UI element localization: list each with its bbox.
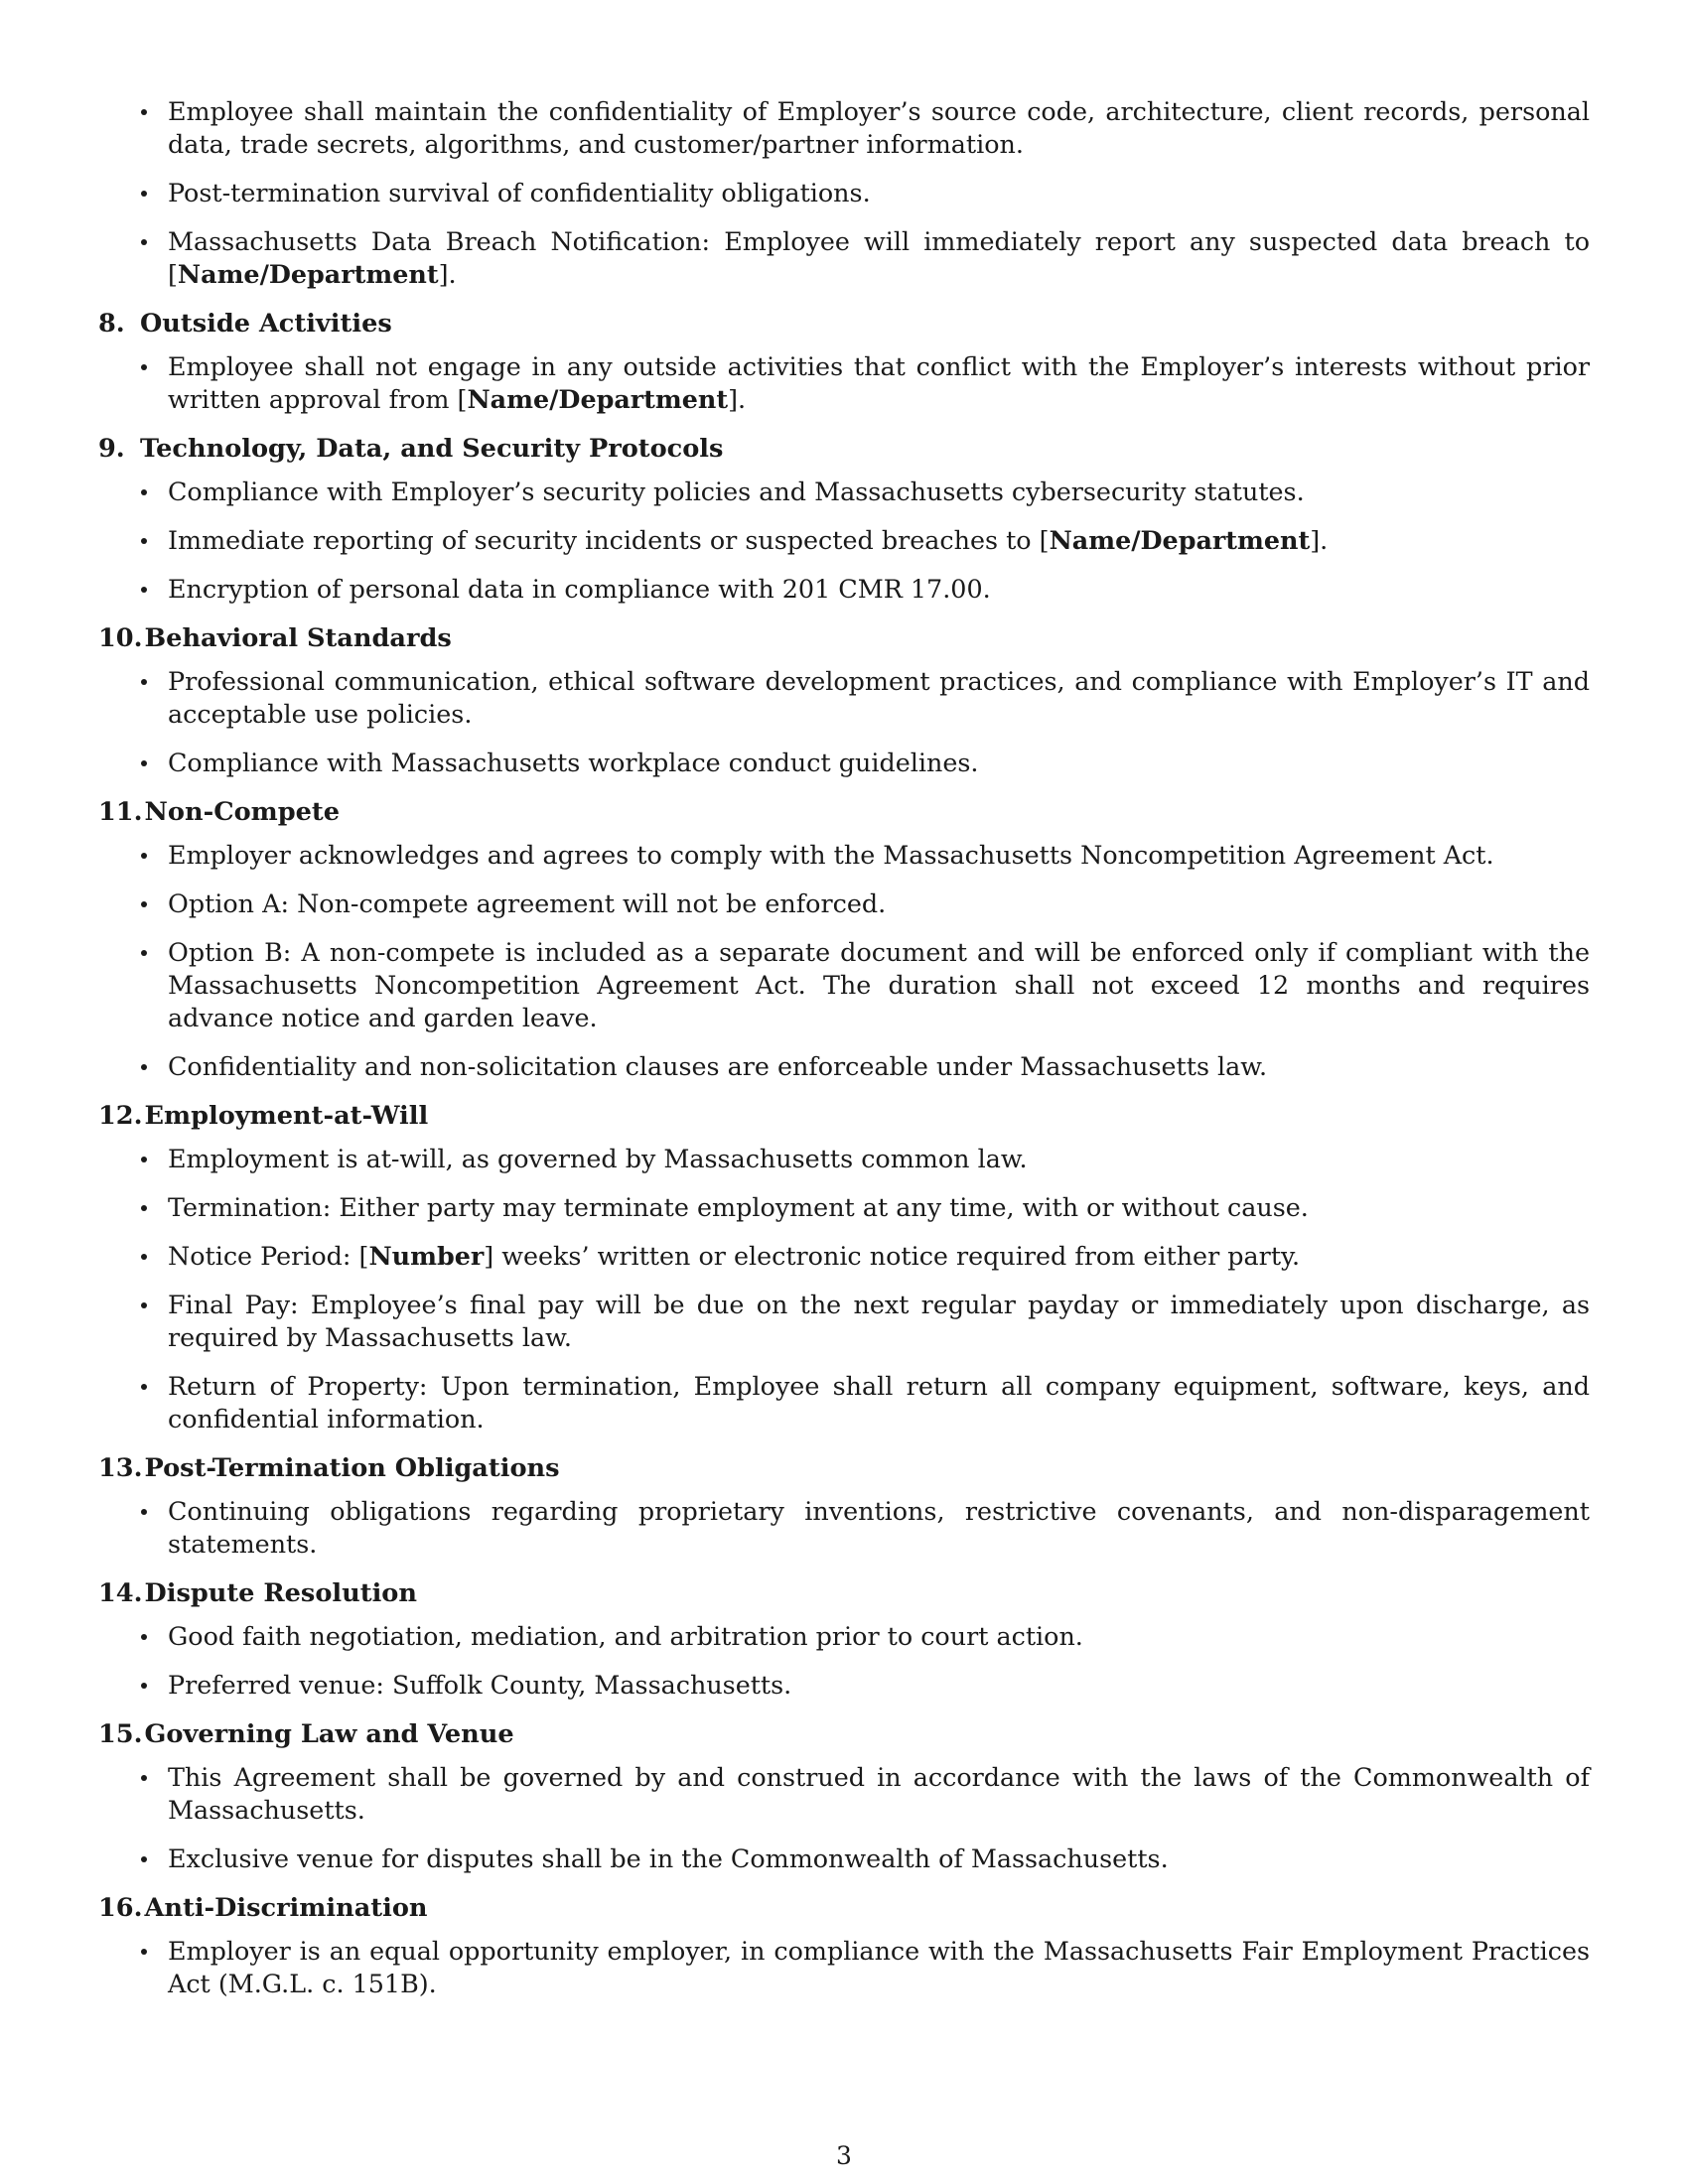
bullet-text: ]. bbox=[438, 259, 457, 289]
section bbox=[98, 1099, 1590, 1435]
section bbox=[98, 621, 1590, 779]
bullet-text: Massachusetts Data Breach Notification: Employee will immediately report any suspected data breach to [ bbox=[168, 226, 1590, 289]
bullet-text: Preferred venue: Suffolk County, Massachusetts. bbox=[168, 1670, 792, 1700]
bullet-text: Employment is at-will, as governed by Massachusetts common law. bbox=[168, 1144, 1028, 1173]
bullet-dot-icon bbox=[141, 1205, 147, 1211]
placeholder-field: Number bbox=[368, 1241, 485, 1271]
section-heading bbox=[98, 432, 1590, 466]
bullet-dot-icon bbox=[141, 1775, 147, 1781]
section-heading bbox=[98, 1891, 1590, 1925]
bullet-item bbox=[98, 1495, 1590, 1561]
section-heading bbox=[98, 795, 1590, 829]
section bbox=[98, 1576, 1590, 1702]
document-body bbox=[98, 95, 1590, 2016]
bullet-dot-icon bbox=[141, 1634, 147, 1640]
section bbox=[98, 1451, 1590, 1561]
bullet-item bbox=[98, 524, 1590, 557]
bullet-dot-icon bbox=[141, 587, 147, 593]
section-number: 12. bbox=[98, 1101, 143, 1131]
section-number: 14. bbox=[98, 1578, 143, 1608]
bullet-item bbox=[98, 747, 1590, 779]
bullet-item bbox=[98, 839, 1590, 872]
section-heading bbox=[98, 1717, 1590, 1751]
bullet-text: Option B: A non-compete is included as a separate document and will be enforced only if compliant with the Massachusetts Noncompetition Agreement Act. The duration shall not exceed 12 months and requires advance notice and garden leave. bbox=[168, 937, 1590, 1032]
bullet-list bbox=[98, 1495, 1590, 1561]
bullet-item bbox=[98, 1843, 1590, 1875]
section-title: Dispute Resolution bbox=[144, 1578, 417, 1608]
section-title: Behavioral Standards bbox=[144, 623, 452, 653]
bullet-item bbox=[98, 177, 1590, 209]
section-heading bbox=[98, 307, 1590, 341]
section-number: 9. bbox=[98, 434, 125, 464]
bullet-dot-icon bbox=[141, 538, 147, 544]
bullet-item bbox=[98, 225, 1590, 291]
bullet-list bbox=[98, 1620, 1590, 1702]
bullet-dot-icon bbox=[141, 679, 147, 685]
bullet-list bbox=[98, 1143, 1590, 1435]
bullet-text: ]. bbox=[1310, 525, 1329, 555]
bullet-list bbox=[98, 350, 1590, 416]
bullet-text: Employer is an equal opportunity employer, in compliance with the Massachusetts Fair Employment Practices Act (M.G.L. c. 151B). bbox=[168, 1936, 1590, 1998]
bullet-text: Encryption of personal data in compliance with 201 CMR 17.00. bbox=[168, 574, 991, 604]
bullet-text: Professional communication, ethical software development practices, and compliance with Employer’s IT and acceptable use policies. bbox=[168, 666, 1590, 729]
bullet-item bbox=[98, 1935, 1590, 2000]
section-heading bbox=[98, 1099, 1590, 1133]
bullet-item bbox=[98, 1669, 1590, 1702]
bullet-text: Employee shall maintain the confidentiality of Employer’s source code, architecture, client records, personal data, trade secrets, algorithms, and customer/partner information. bbox=[168, 96, 1590, 159]
bullet-item bbox=[98, 1240, 1590, 1273]
section-title: Technology, Data, and Security Protocols bbox=[140, 434, 724, 464]
bullet-item bbox=[98, 350, 1590, 416]
bullet-text: Employer acknowledges and agrees to comply with the Massachusetts Noncompetition Agreement Act. bbox=[168, 840, 1494, 870]
bullet-text: Termination: Either party may terminate employment at any time, with or without cause. bbox=[168, 1192, 1309, 1222]
bullet-list bbox=[98, 665, 1590, 779]
bullet-text: ] weeks’ written or electronic notice required from either party. bbox=[484, 1241, 1301, 1271]
bullet-dot-icon bbox=[141, 191, 147, 197]
bullet-text: Compliance with Massachusetts workplace conduct guidelines. bbox=[168, 748, 979, 777]
bullet-text: Final Pay: Employee’s final pay will be due on the next regular payday or immediately upon discharge, as required by Massachusetts law. bbox=[168, 1290, 1590, 1352]
section-heading bbox=[98, 621, 1590, 655]
bullet-text: Employee shall not engage in any outside activities that conflict with the Employer’s interests without prior written approval from [ bbox=[168, 351, 1590, 414]
bullet-text: Compliance with Employer’s security policies and Massachusetts cybersecurity statutes. bbox=[168, 477, 1305, 506]
bullet-dot-icon bbox=[141, 1856, 147, 1862]
page-number: 3 bbox=[836, 2141, 852, 2170]
bullet-dot-icon bbox=[141, 1949, 147, 1955]
continued-bullet-list bbox=[98, 95, 1590, 291]
bullet-item bbox=[98, 1289, 1590, 1354]
bullet-text: ]. bbox=[728, 384, 747, 414]
bullet-item bbox=[98, 1761, 1590, 1827]
bullet-list bbox=[98, 1935, 1590, 2000]
bullet-item bbox=[98, 1370, 1590, 1435]
section-heading bbox=[98, 1576, 1590, 1610]
bullet-dot-icon bbox=[141, 1064, 147, 1070]
bullet-text: Return of Property: Upon termination, Employee shall return all company equipment, software, keys, and confidential information. bbox=[168, 1371, 1590, 1433]
bullet-dot-icon bbox=[141, 901, 147, 907]
bullet-text: Immediate reporting of security incidents or suspected breaches to [ bbox=[168, 525, 1050, 555]
bullet-dot-icon bbox=[141, 853, 147, 859]
bullet-dot-icon bbox=[141, 1157, 147, 1162]
bullet-item bbox=[98, 476, 1590, 508]
bullet-dot-icon bbox=[141, 1302, 147, 1308]
placeholder-field: Name/Department bbox=[177, 259, 439, 289]
bullet-item bbox=[98, 1050, 1590, 1083]
bullet-text: Good faith negotiation, mediation, and arbitration prior to court action. bbox=[168, 1621, 1083, 1651]
bullet-item bbox=[98, 95, 1590, 161]
bullet-text: Notice Period: [ bbox=[168, 1241, 369, 1271]
placeholder-field: Name/Department bbox=[1049, 525, 1311, 555]
bullet-item bbox=[98, 573, 1590, 606]
section-title: Anti-Discrimination bbox=[144, 1893, 428, 1923]
bullet-text: This Agreement shall be governed by and construed in accordance with the laws of the Commonwealth of Massachusetts. bbox=[168, 1762, 1590, 1825]
section-number: 10. bbox=[98, 623, 143, 653]
bullet-dot-icon bbox=[141, 489, 147, 495]
section-number: 11. bbox=[98, 797, 143, 827]
bullet-dot-icon bbox=[141, 760, 147, 766]
bullet-item bbox=[98, 936, 1590, 1034]
bullet-list bbox=[98, 839, 1590, 1083]
bullet-text: Continuing obligations regarding proprietary inventions, restrictive covenants, and non-disparagement statements. bbox=[168, 1496, 1590, 1559]
bullet-text: Exclusive venue for disputes shall be in the Commonwealth of Massachusetts. bbox=[168, 1843, 1169, 1873]
section bbox=[98, 307, 1590, 416]
bullet-text: Post-termination survival of confidentiality obligations. bbox=[168, 178, 871, 207]
bullet-item bbox=[98, 665, 1590, 731]
bullet-dot-icon bbox=[141, 1384, 147, 1390]
bullet-text: Confidentiality and non-solicitation clauses are enforceable under Massachusetts law. bbox=[168, 1051, 1268, 1081]
bullet-list bbox=[98, 1761, 1590, 1875]
section bbox=[98, 1891, 1590, 2000]
bullet-item bbox=[98, 1191, 1590, 1224]
section bbox=[98, 432, 1590, 606]
section bbox=[98, 1717, 1590, 1875]
section-title: Governing Law and Venue bbox=[144, 1719, 514, 1749]
section-title: Outside Activities bbox=[140, 309, 392, 339]
bullet-dot-icon bbox=[141, 950, 147, 956]
section bbox=[98, 795, 1590, 1083]
bullet-dot-icon bbox=[141, 109, 147, 115]
bullet-list bbox=[98, 476, 1590, 606]
sections-container bbox=[98, 307, 1590, 2000]
bullet-item bbox=[98, 1143, 1590, 1175]
section-number: 13. bbox=[98, 1453, 143, 1483]
bullet-dot-icon bbox=[141, 364, 147, 370]
section-title: Non-Compete bbox=[144, 797, 341, 827]
section-heading bbox=[98, 1451, 1590, 1485]
bullet-dot-icon bbox=[141, 1254, 147, 1260]
section-title: Post-Termination Obligations bbox=[144, 1453, 560, 1483]
bullet-item bbox=[98, 1620, 1590, 1653]
section-number: 8. bbox=[98, 309, 125, 339]
bullet-item bbox=[98, 887, 1590, 920]
section-number: 15. bbox=[98, 1719, 143, 1749]
section-number: 16. bbox=[98, 1893, 143, 1923]
bullet-dot-icon bbox=[141, 1683, 147, 1689]
placeholder-field: Name/Department bbox=[467, 384, 729, 414]
section-title: Employment-at-Will bbox=[144, 1101, 429, 1131]
bullet-dot-icon bbox=[141, 1509, 147, 1515]
bullet-dot-icon bbox=[141, 239, 147, 245]
bullet-text: Option A: Non-compete agreement will not be enforced. bbox=[168, 888, 887, 918]
